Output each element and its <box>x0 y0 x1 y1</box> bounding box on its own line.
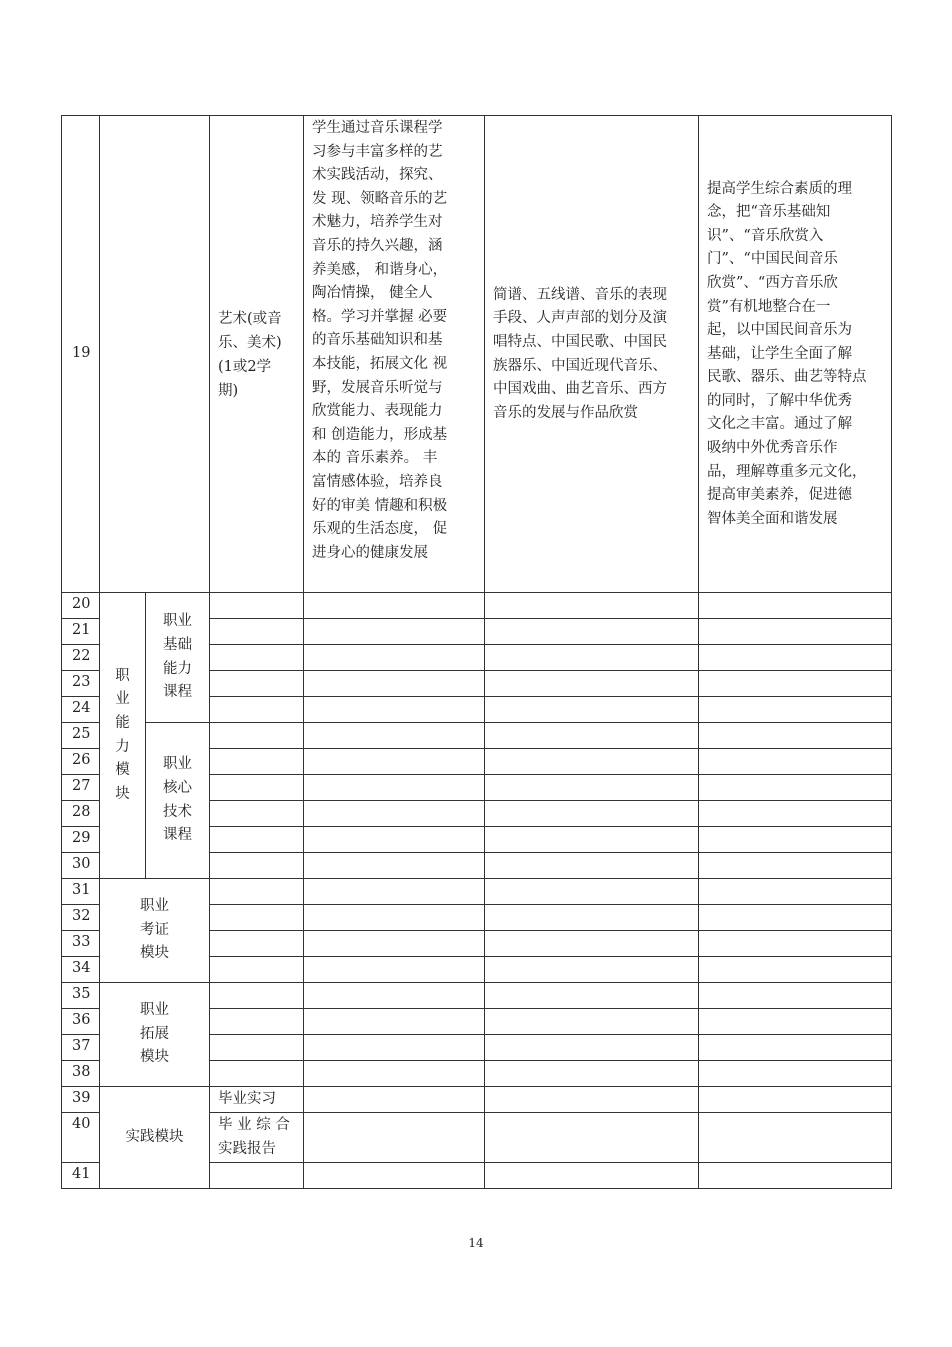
content-line: 族器乐、中国近现代音乐、 <box>493 357 667 374</box>
report-line: 实践报告 <box>218 1140 276 1157</box>
teaching-requirements <box>707 178 883 532</box>
row-number: 28 <box>62 801 100 827</box>
course-name-line: 期) <box>218 382 239 399</box>
objective-line: 习参与丰富多样的艺 <box>312 143 443 160</box>
objective-line: 养美感， 和谐身心， <box>312 261 448 278</box>
objective-line: 格。学习并掌握 必要 <box>312 308 448 325</box>
content-line: 音乐的发展与作品欣赏 <box>493 404 638 421</box>
course-name-line: 乐、美术) <box>218 334 282 351</box>
course-table <box>61 115 892 1189</box>
practice-report-label <box>218 1114 295 1161</box>
page-number: 14 <box>468 1236 484 1250</box>
table-row <box>62 879 892 905</box>
row-number: 36 <box>62 1009 100 1035</box>
row-number: 27 <box>62 775 100 801</box>
row-number: 41 <box>62 1163 100 1189</box>
module-line: 模块 <box>140 945 169 962</box>
row-number: 37 <box>62 1035 100 1061</box>
requirement-line: 念，把“音乐基础知 <box>707 204 831 221</box>
objective-line: 术实践活动，探究、 <box>312 167 443 184</box>
row-number: 25 <box>62 723 100 749</box>
vocational-ability-module <box>100 593 146 879</box>
course-name-line: 艺术(或音 <box>218 310 282 327</box>
row-number: 20 <box>62 593 100 619</box>
content-line: 中国戏曲、曲艺音乐、西方 <box>493 381 667 398</box>
module-char: 能 <box>115 714 130 731</box>
practice-module: 实践模块 <box>100 1087 210 1189</box>
objective-line: 欣赏能力、表现能力 <box>312 403 443 420</box>
basic-ability-course <box>146 593 210 723</box>
content-cell <box>485 116 699 593</box>
row-number: 24 <box>62 697 100 723</box>
requirement-line: 赏”有机地整合在一 <box>707 298 831 315</box>
module-line: 能力 <box>163 660 192 677</box>
requirement-line: 智体美全面和谐发展 <box>707 510 838 527</box>
objective-line: 学生通过音乐课程学 <box>312 120 443 136</box>
module-line: 模块 <box>140 1049 169 1066</box>
requirement-line: 吸纳中外优秀音乐作 <box>707 440 838 457</box>
objective-cell <box>304 116 485 593</box>
requirement-line: 民歌、器乐、曲艺等特点 <box>707 369 867 386</box>
row-number: 29 <box>62 827 100 853</box>
requirement-line: 的同时，了解中华优秀 <box>707 392 852 409</box>
module-line: 考证 <box>140 921 169 938</box>
expansion-module <box>100 983 210 1087</box>
row-number: 26 <box>62 749 100 775</box>
table-row <box>62 983 892 1009</box>
expansion-module-label <box>100 999 209 1070</box>
certificate-module-label <box>100 895 209 966</box>
row-number: 39 <box>62 1087 100 1113</box>
main-content <box>493 284 690 426</box>
vocational-ability-label <box>100 665 145 807</box>
row-number: 30 <box>62 853 100 879</box>
module-line: 职业 <box>140 898 169 915</box>
table-row <box>62 593 892 619</box>
row-number: 40 <box>62 1113 100 1163</box>
row-number: 19 <box>62 116 100 593</box>
requirement-line: 门”、“中国民间音乐 <box>707 251 838 268</box>
row-number: 34 <box>62 957 100 983</box>
requirement-line: 品，理解尊重多元文化， <box>707 463 867 480</box>
objective-line: 野，发展音乐听觉与 <box>312 379 443 396</box>
content-line: 手段、人声声部的划分及演 <box>493 310 667 327</box>
module-line: 核心 <box>163 779 192 796</box>
row-number: 33 <box>62 931 100 957</box>
row-number: 22 <box>62 645 100 671</box>
row-number: 35 <box>62 983 100 1009</box>
certificate-module <box>100 879 210 983</box>
requirement-cell <box>699 116 892 593</box>
objective-line: 的音乐基础知识和基 <box>312 332 443 349</box>
module-line: 职业 <box>163 756 192 773</box>
table-row <box>62 116 892 593</box>
module-line: 课程 <box>163 684 192 701</box>
module-char: 职 <box>115 667 130 684</box>
objective-line: 好的审美 情趣和积极 <box>312 497 448 514</box>
module-char: 力 <box>115 738 130 755</box>
module-char: 块 <box>115 785 130 802</box>
objective-line: 音乐的持久兴趣，涵 <box>312 237 443 254</box>
row-number: 23 <box>62 671 100 697</box>
table-row <box>62 1087 892 1113</box>
report-line: 毕 业 综 合 <box>218 1117 290 1133</box>
requirement-line: 提高学生综合素质的理 <box>707 180 852 197</box>
module-char: 业 <box>115 691 130 708</box>
module-line: 技术 <box>163 803 192 820</box>
objective-line: 陶冶情操， 健全人 <box>312 285 433 302</box>
requirement-line: 文化之丰富。通过了解 <box>707 416 852 433</box>
requirement-line: 基础，让学生全面了解 <box>707 345 852 362</box>
content-line: 简谱、五线谱、音乐的表现 <box>493 286 667 303</box>
row-number: 32 <box>62 905 100 931</box>
module-line: 职业 <box>140 1002 169 1019</box>
requirement-line: 欣赏”、“西方音乐欣 <box>707 274 838 291</box>
objective-line: 和 创造能力，形成基 <box>312 426 448 443</box>
table-row <box>62 723 892 749</box>
row-number: 38 <box>62 1061 100 1087</box>
internship-course: 毕业实习 <box>210 1087 304 1113</box>
practice-report-course <box>210 1113 304 1163</box>
row-number: 21 <box>62 619 100 645</box>
objective-line: 术魅力，培养学生对 <box>312 214 443 231</box>
module-line: 基础 <box>163 636 192 653</box>
module-line: 职业 <box>163 613 192 630</box>
requirement-line: 识”、“音乐欣赏入 <box>707 227 824 244</box>
row-number: 31 <box>62 879 100 905</box>
module-line: 课程 <box>163 827 192 844</box>
objective-line: 乐观的生活态度， 促 <box>312 521 448 538</box>
objective-line: 本技能，拓展文化 视 <box>312 355 448 372</box>
course-objective <box>312 117 476 565</box>
objective-line: 进身心的健康发展 <box>312 544 428 561</box>
objective-line: 富情感体验，培养良 <box>312 473 443 490</box>
content-line: 唱特点、中国民歌、中国民 <box>493 333 667 350</box>
basic-ability-label <box>146 610 209 704</box>
course-name-cell <box>210 116 304 593</box>
module-char: 模 <box>115 762 130 779</box>
requirement-line: 提高审美素养，促进德 <box>707 487 852 504</box>
module-cell-empty <box>100 116 210 593</box>
course-name-line: (1或2学 <box>218 358 272 375</box>
core-tech-course <box>146 723 210 879</box>
course-name <box>218 307 295 403</box>
objective-line: 发 现、领略音乐的艺 <box>312 190 448 207</box>
objective-line: 本的 音乐素养。 丰 <box>312 450 438 467</box>
core-tech-label <box>146 753 209 847</box>
requirement-line: 起，以中国民间音乐为 <box>707 322 852 339</box>
module-line: 拓展 <box>140 1025 169 1042</box>
